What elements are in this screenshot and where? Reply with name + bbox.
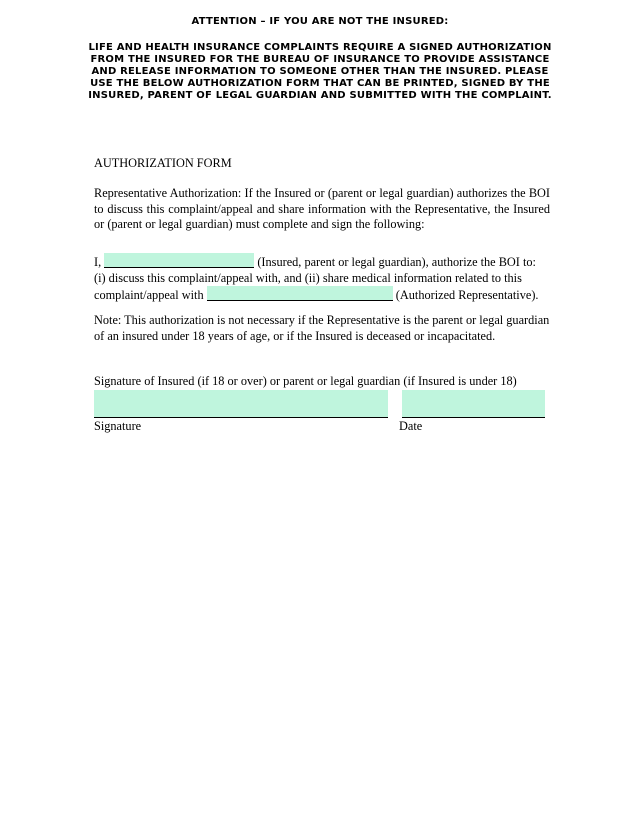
authorization-line-3 xyxy=(94,286,550,304)
representative-paragraph: Representative Authorization: If the Insured or (parent or legal guardian) authorizes the BOI to discuss this complaint/appeal and share information with the Representative, the Insured or (parent or legal guardian) must complete and sign the following: xyxy=(94,186,550,231)
signature-field[interactable] xyxy=(94,390,388,418)
authorized-representative-field[interactable] xyxy=(207,286,393,301)
auth-prefix: I, xyxy=(94,255,102,269)
date-label: Date xyxy=(399,419,423,433)
auth-after-name: (Insured, parent or legal guardian), authorize the BOI to: xyxy=(254,255,536,269)
authorization-line-1 xyxy=(94,253,550,271)
form-title: AUTHORIZATION FORM xyxy=(94,156,232,170)
date-field[interactable] xyxy=(402,390,545,418)
auth-line3-suffix: (Authorized Representative). xyxy=(392,288,539,302)
attention-body: LIFE AND HEALTH INSURANCE COMPLAINTS REQUIRE A SIGNED AUTHORIZATION FROM THE INSURED FOR THE BUREAU OF INSURANCE TO PROVIDE ASSISTANCE AND RELEASE INFORMATION TO SOMEONE OTHER THAN THE INSURED. PLEASE USE THE BELOW AUTHORIZATION FORM THAT CAN BE PRINTED, SIGNED BY THE INSURED, PARENT OF LEGAL GUARDIAN AND SUBMITTED WITH THE COMPLAINT. xyxy=(88,42,552,101)
signature-instruction: Signature of Insured (if 18 or over) or parent or legal guardian (if Insured is under 18) xyxy=(94,374,517,388)
note-paragraph: Note: This authorization is not necessary if the Representative is the parent or legal guardian of an insured under 18 years of age, or if the Insured is deceased or incapacitated. xyxy=(94,313,550,343)
auth-line3-prefix: complaint/appeal with xyxy=(94,288,207,302)
auth-line-2: (i) discuss this complaint/appeal with, and (ii) share medical information related to this xyxy=(94,270,522,285)
attention-title: ATTENTION – IF YOU ARE NOT THE INSURED: xyxy=(191,16,449,27)
authorization-statement xyxy=(94,253,550,304)
signature-label: Signature xyxy=(94,419,142,433)
insured-name-field[interactable] xyxy=(104,253,254,268)
